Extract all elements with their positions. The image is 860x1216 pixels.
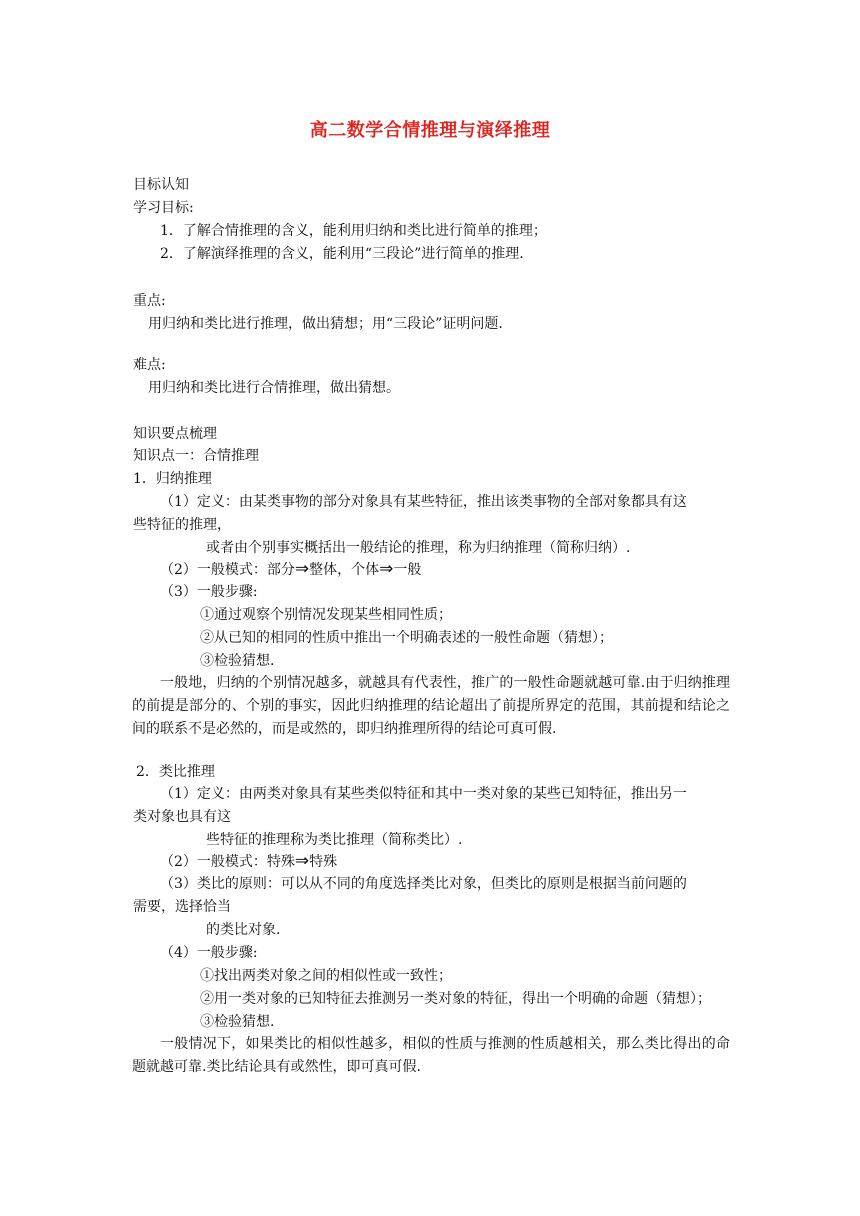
- s1-step-3: ③检验猜想.: [200, 653, 275, 669]
- s2-definition-line3: 些特征的推理称为类比推理（简称类比）.: [206, 832, 463, 848]
- s1-definition-line2: 些特征的推理，: [133, 517, 231, 533]
- s2-definition-line2: 类对象也具有这: [133, 809, 231, 825]
- s1-heading: 1．归纳推理: [133, 471, 212, 487]
- knowledge-point-1: 知识点一：合情推理: [133, 448, 259, 464]
- s2-definition-line1: （1）定义：由两类对象具有某些类似特征和其中一类对象的某些已知特征，推出另一: [160, 786, 687, 802]
- s2-mode-part1: （2）一般模式：特殊: [160, 854, 295, 870]
- implies-arrow-icon: ⇒: [294, 559, 310, 579]
- goal-2: 2．了解演绎推理的含义，能利用“三段论”进行简单的推理.: [160, 246, 524, 262]
- s2-mode: [160, 852, 337, 871]
- goal-1: 1．了解合情推理的含义，能利用归纳和类比进行简单的推理；: [160, 223, 547, 239]
- s2-step-1: ①找出两类对象之间的相似性或一致性；: [200, 968, 452, 984]
- s1-definition-line3: 或者由个别事实概括出一般结论的推理，称为归纳推理（简称归纳）.: [206, 540, 631, 556]
- implies-arrow-icon: ⇒: [379, 559, 394, 579]
- s2-principle-line2: 需要，选择恰当: [133, 899, 231, 915]
- nandian-text: 用归纳和类比进行合情推理，做出猜想。: [148, 380, 400, 396]
- label-zhongdian: 重点:: [133, 293, 166, 309]
- s1-paragraph: 一般地，归纳的个别情况越多，就越具有代表性，推广的一般性命题就越可靠.由于归纳推理的前提是部分的、个别的事实，因此归纳推理的结论超出了前提所界定的范围，其前提和结论之间的联系不是必然的，而是或然的，即归纳推理所得的结论可真可假.: [132, 675, 730, 737]
- s2-steps-label: （4）一般步骤:: [160, 945, 258, 961]
- s1-step-1: ①通过观察个别情况发现某些相同性质；: [200, 607, 452, 623]
- s1-mode-part1: （2）一般模式：部分: [160, 562, 295, 578]
- zhongdian-text: 用归纳和类比进行推理，做出猜想；用“三段论”证明问题.: [148, 316, 503, 332]
- implies-arrow-icon: ⇒: [294, 851, 310, 871]
- s2-mode-part2: 特殊: [309, 854, 338, 870]
- label-xuexi-mubiao: 学习目标:: [133, 200, 194, 216]
- section-zhishi-yaodian: 知识要点梳理: [133, 426, 217, 442]
- s1-mode: [160, 560, 421, 579]
- section-mubiao-renzhi: 目标认知: [133, 177, 189, 193]
- s2-heading: 2．类比推理: [136, 764, 215, 780]
- label-nandian: 难点:: [133, 357, 166, 373]
- s2-step-3: ③检验猜想.: [200, 1014, 275, 1030]
- s1-mode-part2: 整体，个体: [309, 562, 380, 578]
- s2-principle-line3: 的类比对象.: [206, 922, 281, 938]
- s1-steps-label: （3）一般步骤:: [160, 584, 258, 600]
- s2-principle-line1: （3）类比的原则：可以从不同的角度选择类比对象，但类比的原则是根据当前问题的: [160, 876, 687, 892]
- s1-step-2: ②从已知的相同的性质中推出一个明确表述的一般性命题（猜想）；: [200, 630, 613, 646]
- s2-step-2: ②用一类对象的已知特征去推测另一类对象的特征，得出一个明确的命题（猜想）；: [200, 991, 711, 1007]
- s2-paragraph: 一般情况下，如果类比的相似性越多，相似的性质与推测的性质越相关，那么类比得出的命题就越可靠.类比结论具有或然性，即可真可假.: [132, 1036, 730, 1075]
- s1-mode-part3: 一般: [393, 562, 422, 578]
- s1-definition-line1: （1）定义：由某类事物的部分对象具有某些特征，推出该类事物的全部对象都具有这: [160, 494, 687, 510]
- document-title: 高二数学合情推理与演绎推理: [309, 120, 551, 141]
